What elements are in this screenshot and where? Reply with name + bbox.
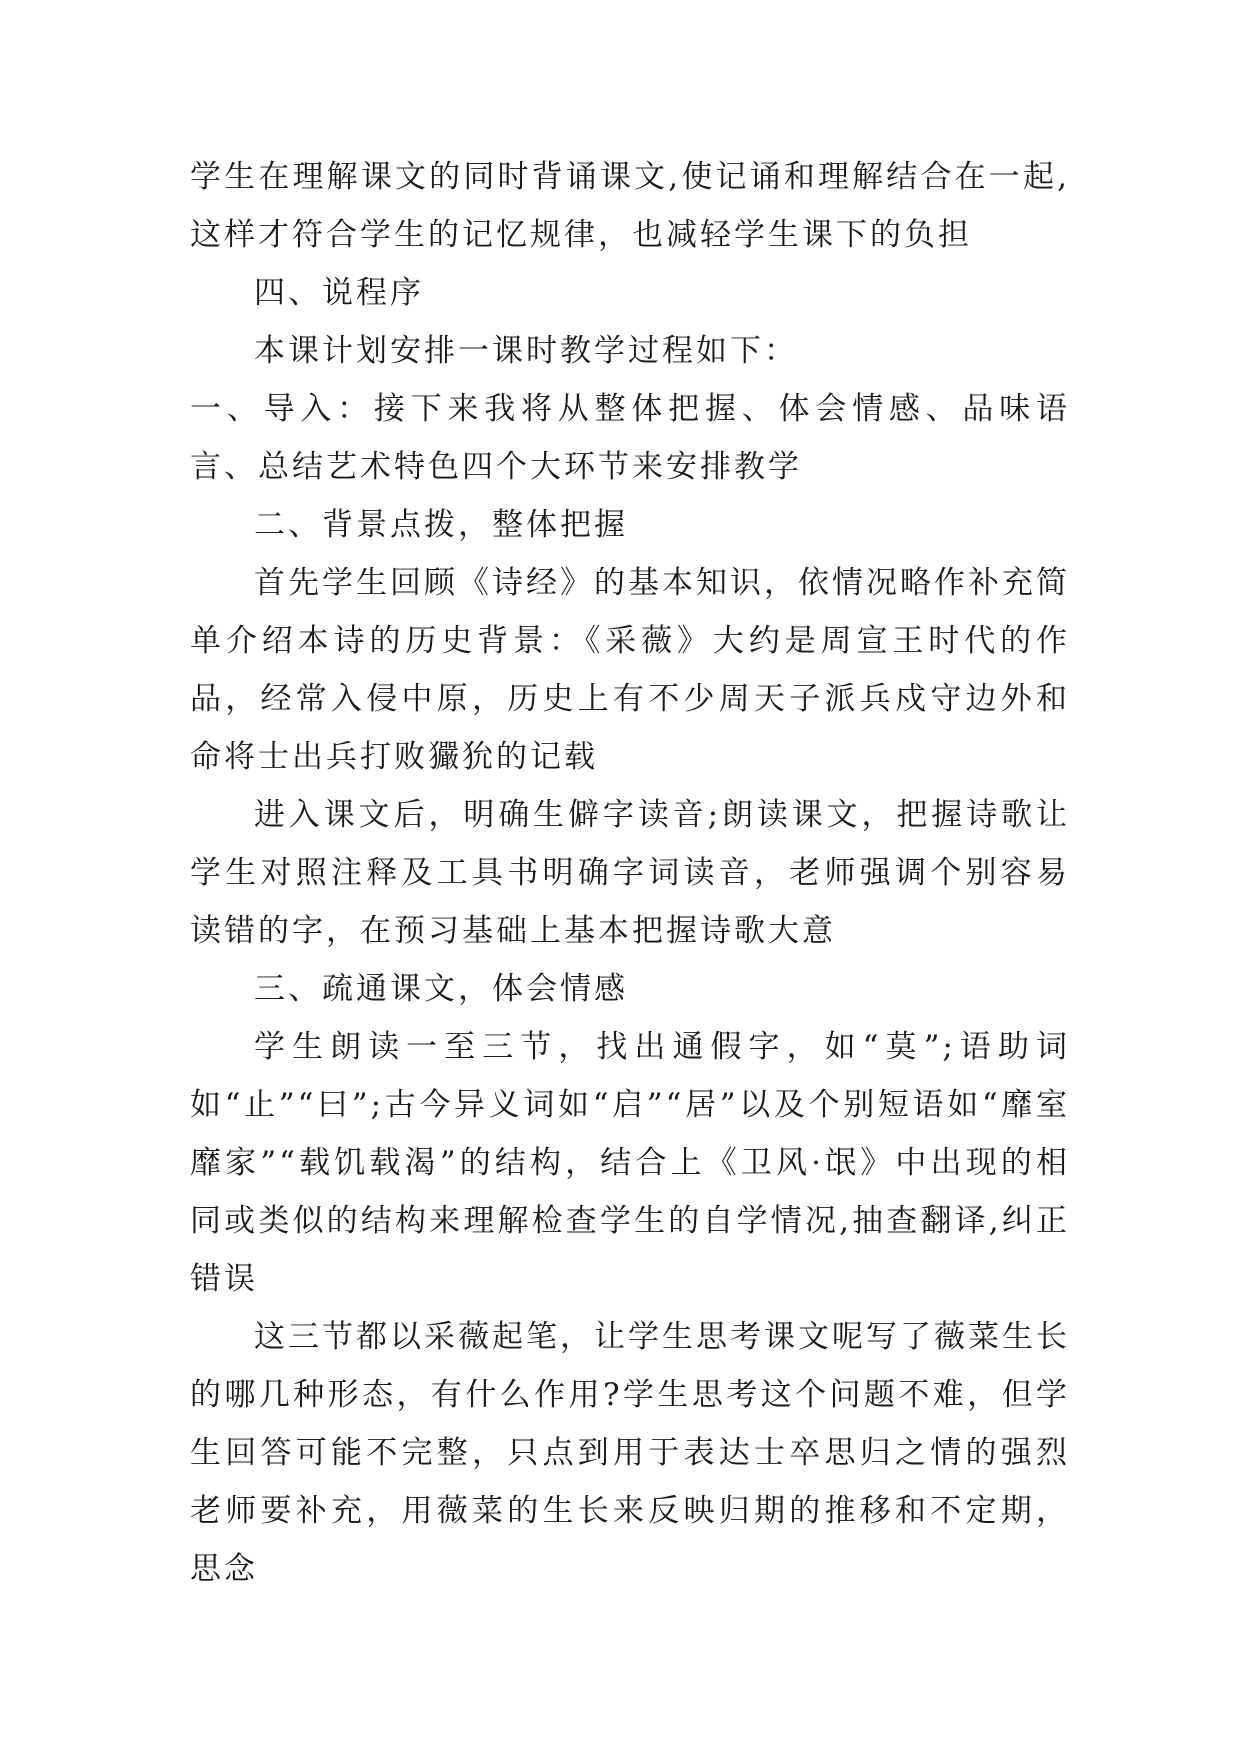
document-body [190,148,1070,1598]
section-heading-understanding: 三、疏通课文，体会情感 [254,971,628,1007]
paragraph-plan: 本课计划安排一课时教学过程如下： [254,333,798,369]
section-heading-background: 二、背景点拨，整体把握 [254,507,628,543]
section-heading-program: 四、说程序 [254,275,424,311]
paragraph-background: 首先学生回顾《诗经》的基本知识，依情况略作补充简单介绍本诗的历史背景：《采薇》大约是周宣王时代的作品，经常入侵中原，历史上有不少周天子派兵戍守边外和命将士出兵打败玁狁的记载 [190,565,1070,775]
paragraph-vocabulary: 学生朗读一至三节，找出通假字，如“莫”;语助词如“止”“曰”;古今异义词如“启”“居”以及个别短语如“靡室靡家”“载饥载渴”的结构，结合上《卫风·氓》中出现的相同或类似的结构来理解检查学生的自学情况,抽查翻译,纠正错误 [190,1029,1070,1297]
paragraph-1: 学生在理解课文的同时背诵课文,使记诵和理解结合在一起,这样才符合学生的记忆规律，也减轻学生课下的负担 [190,159,1070,253]
paragraph-analysis: 这三节都以采薇起笔，让学生思考课文呢写了薇菜生长的哪几种形态，有什么作用?学生思考这个问题不难，但学生回答可能不完整，只点到用于表达士卒思归之情的强烈老师要补充，用薇菜的生长来反映归期的推移和不定期，思念 [190,1319,1070,1587]
paragraph-reading: 进入课文后，明确生僻字读音;朗读课文，把握诗歌让学生对照注释及工具书明确字词读音，老师强调个别容易读错的字，在预习基础上基本把握诗歌大意 [190,797,1070,949]
paragraph-intro: 一、导入：接下来我将从整体把握、体会情感、品味语言、总结艺术特色四个大环节来安排教学 [190,391,1070,485]
